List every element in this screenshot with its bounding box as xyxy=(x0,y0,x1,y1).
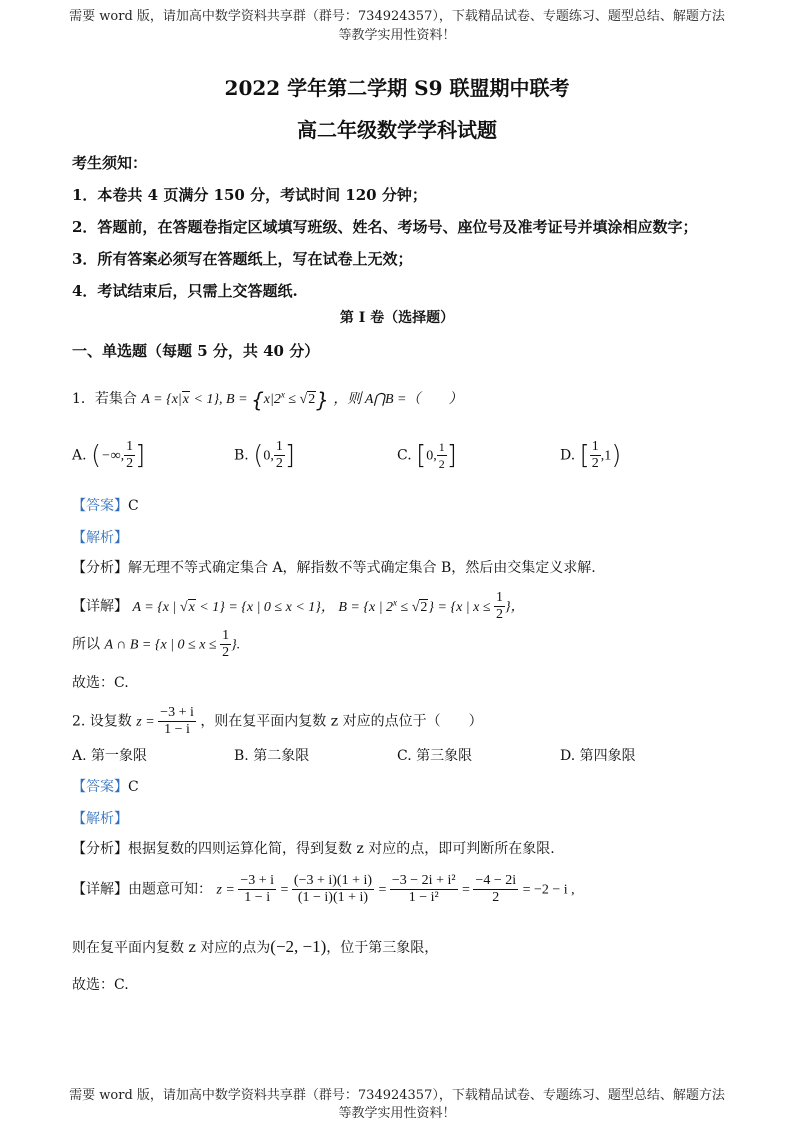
q1-detail-tag: 【详解】 xyxy=(72,598,128,615)
q2-detail: 【详解】由题意可知： z = $\frac{-3 + i}{1 - i}$ = $\frac{(-3 + i)(1 + i)}{(1 - i)(1 + i)}$ = $\frac{\text{−3 − 2i + i²}}{\text{1 − i²}}$ = $\frac{-4 - 2i}{2}$ = −2 − i , xyxy=(72,873,575,905)
q1-option-b-label: B. xyxy=(234,447,249,464)
q2-answer-tag: 【答案】 xyxy=(72,779,128,795)
q2-point-value: (−2, −1) xyxy=(270,937,327,956)
q1-answer-tag: 【答案】 xyxy=(72,498,128,514)
q2-option-d: D. 第四象限 xyxy=(560,748,636,764)
q1-option-a: A. (−∞, $\frac{1}{2}$ ] xyxy=(72,439,146,471)
question-2-number: 2. 设复数 xyxy=(72,713,132,730)
q1-answer-value: C xyxy=(128,498,139,514)
q1-detail: 【详解】 A = {x | √x < 1} = {x | 0 ≤ x < 1}， B = {x | $2^x \le √2\} = \{x$ | x ≤ $\frac{1}{2}$ }， xyxy=(72,590,525,622)
q1-fenxi-text: 解无理不等式确定集合 A，解指数不等式确定集合 B，然后由交集定义求解. xyxy=(128,560,596,576)
q1-option-d-label: D. xyxy=(560,447,576,464)
q1-answer xyxy=(72,495,139,515)
notice-heading: 考生须知： xyxy=(72,154,148,172)
q2-point-text: 则在复平面内复数 z 对应的点为 xyxy=(72,940,271,956)
question-1-stem xyxy=(72,388,462,412)
q2-answer xyxy=(72,776,139,796)
question-2-tail: ，则在复平面内复数 z 对应的点位于（ ） xyxy=(200,713,483,730)
notice-item-3: 3．所有答案必须写在答题纸上，写在试卷上无效； xyxy=(72,250,413,268)
q1-conclusion-prefix: 所以 xyxy=(72,636,100,653)
q2-detail-tag: 【详解】 xyxy=(72,881,128,898)
q1-option-d: D. [ $\frac{1}{2}$ ,1) xyxy=(560,439,622,471)
notice-item-1: 1．本卷共 4 页满分 150 分，考试时间 120 分钟； xyxy=(72,186,427,204)
question-1-number: 1．若集合 xyxy=(72,391,137,408)
notice-item-4: 4．考试结束后，只需上交答题纸. xyxy=(72,282,298,300)
exam-title: 2022 学年第二学期 S9 联盟期中联考 xyxy=(224,76,570,100)
q1-conclusion: 所以 A ∩ B = {x | 0 ≤ x ≤ $\frac{1}{2}$ }. xyxy=(72,628,241,660)
q2-option-b: B. 第二象限 xyxy=(234,748,310,764)
q1-fenxi xyxy=(72,557,596,577)
part-title: 第 I 卷（选择题） xyxy=(339,310,455,326)
header-line-2: 等教学实用性资料！ xyxy=(338,28,456,43)
footer-line-2: 等教学实用性资料！ xyxy=(338,1106,456,1121)
q1-choose: 故选：C. xyxy=(72,675,129,691)
q1-option-a-label: A. xyxy=(72,447,87,464)
q2-point xyxy=(72,937,438,957)
q1-option-c-label: C. xyxy=(397,447,412,464)
footer-line-1: 需要 word 版，请加高中数学资料共享群（群号：734924357），下载精品试卷、专题练习、题型总结、解题方法 xyxy=(69,1088,725,1103)
q2-option-c: C. 第三象限 xyxy=(397,748,473,764)
q2-choose: 故选：C. xyxy=(72,977,129,993)
q1-fenxi-tag: 【分析】 xyxy=(72,560,128,576)
q1-analysis-tag: 【解析】 xyxy=(72,530,128,546)
header-line-1: 需要 word 版，请加高中数学资料共享群（群号：734924357），下载精品试卷、专题练习、题型总结、解题方法 xyxy=(69,9,725,24)
q2-point-tail: ，位于第三象限， xyxy=(326,940,439,956)
q2-detail-lead: 由题意可知： xyxy=(128,881,212,898)
question-1-tail: ，则 A⋂B =（ ） xyxy=(333,392,463,408)
notice-item-2: 2．答题前，在答题卷指定区域填写班级、姓名、考场号、座位号及准考证号并填涂相应数字； xyxy=(72,218,698,236)
q2-analysis-tag: 【解析】 xyxy=(72,811,128,827)
question-2-stem: 2. 设复数 z = $\frac{-3 + i}{1 - i}$ ，则在复平面内复数 z 对应的点位于（ ） xyxy=(72,705,483,737)
exam-subtitle: 高二年级数学学科试题 xyxy=(297,118,497,142)
q2-fenxi-text: 根据复数的四则运算化简，得到复数 z 对应的点，即可判断所在象限. xyxy=(128,841,555,857)
section-title: 一、单选题（每题 5 分，共 40 分） xyxy=(72,342,320,360)
question-1-sets: A = {x|x < 1}, $B = \{x|2^x \le √2\}$ xyxy=(141,388,329,412)
q2-option-a: A. 第一象限 xyxy=(72,748,148,764)
q2-fenxi xyxy=(72,838,555,858)
q2-answer-value: C xyxy=(128,779,139,795)
q1-option-c: C. [0, $\frac{1}{2}$ ] xyxy=(397,440,457,471)
q1-option-b: B. (0, $\frac{1}{2}$ ] xyxy=(234,439,296,471)
q2-fenxi-tag: 【分析】 xyxy=(72,841,128,857)
